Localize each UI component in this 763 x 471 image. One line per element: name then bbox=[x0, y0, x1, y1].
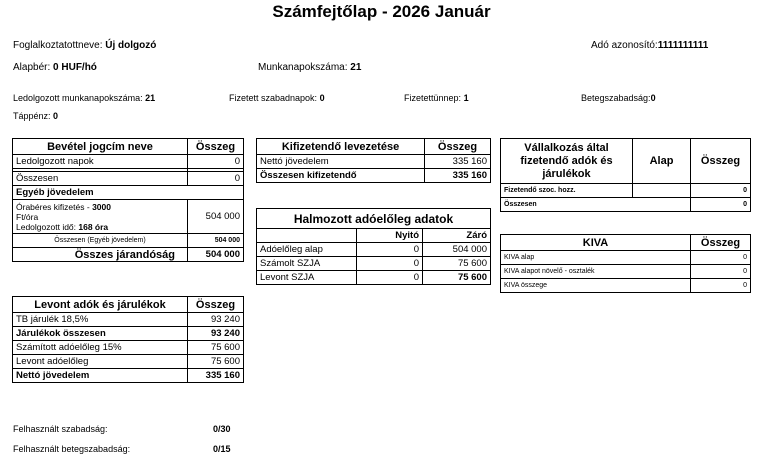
workdays-value: 21 bbox=[350, 62, 362, 73]
kiva-table bbox=[500, 234, 751, 293]
employer-total-value: 0 bbox=[691, 198, 751, 212]
table-row bbox=[257, 243, 491, 257]
sick-leave-line bbox=[581, 93, 656, 103]
employer-social-value: 0 bbox=[691, 184, 751, 198]
hourly-rate: 3000 bbox=[92, 201, 111, 212]
table-row bbox=[501, 265, 751, 279]
payout-net-label: Nettó jövedelem bbox=[257, 155, 425, 169]
employee-name-value: Új dolgozó bbox=[105, 40, 157, 51]
cumulative-tax-table bbox=[256, 208, 491, 285]
hourly-line2: Ft/óra bbox=[16, 211, 39, 222]
base-salary-line bbox=[13, 62, 97, 73]
table-row bbox=[257, 257, 491, 271]
table-row bbox=[13, 341, 244, 355]
income-hourly-amount: 504 000 bbox=[188, 200, 244, 234]
table-row bbox=[13, 369, 244, 383]
income-total-label: Összesen bbox=[13, 172, 188, 186]
employer-total-label: Összesen bbox=[501, 198, 691, 212]
payout-total-value: 335 160 bbox=[425, 169, 491, 183]
kiva-value: 0 bbox=[691, 279, 751, 293]
table-row bbox=[13, 172, 244, 186]
cumulative-label: Számolt SZJA bbox=[257, 257, 357, 271]
paid-leave-label: Fizetett szabadnapok: bbox=[229, 93, 318, 103]
table-row bbox=[501, 184, 751, 198]
table-row bbox=[13, 234, 244, 248]
sick-pay-value: 0 bbox=[53, 111, 59, 121]
cumulative-label: Levont SZJA bbox=[257, 271, 357, 285]
used-sick-value: 0/15 bbox=[213, 444, 231, 454]
cumulative-open: 0 bbox=[357, 243, 423, 257]
kiva-label: KIVA összege bbox=[501, 279, 691, 293]
payout-net-value: 335 160 bbox=[425, 155, 491, 169]
income-grand-total-label: Összes járandóság bbox=[13, 248, 188, 262]
hourly-line3-prefix: Ledolgozott idő: bbox=[16, 221, 79, 232]
employer-header: Vállalkozás által fizetendő adók és járulékok bbox=[501, 139, 633, 184]
table-row bbox=[13, 155, 244, 169]
cumulative-close: 75 600 bbox=[423, 257, 491, 271]
deductions-header-name: Levont adók és járulékok bbox=[13, 297, 188, 313]
holiday-value: 1 bbox=[463, 93, 469, 103]
income-hourly-desc bbox=[13, 200, 188, 234]
table-row bbox=[13, 327, 244, 341]
income-table bbox=[12, 138, 244, 262]
deduction-value: 75 600 bbox=[188, 355, 244, 369]
cumulative-col-open: Nyitó bbox=[357, 229, 423, 243]
payout-header-amount: Összeg bbox=[425, 139, 491, 155]
holiday-line bbox=[404, 93, 469, 103]
income-other-total-label: Összesen (Egyéb jövedelem) bbox=[13, 234, 188, 248]
used-leave-value: 0/30 bbox=[213, 424, 231, 434]
kiva-value: 0 bbox=[691, 251, 751, 265]
base-salary-value: 0 HUF/hó bbox=[53, 62, 97, 73]
cumulative-open: 0 bbox=[357, 257, 423, 271]
cumulative-col-close: Záró bbox=[423, 229, 491, 243]
table-row bbox=[501, 251, 751, 265]
kiva-col-amount: Összeg bbox=[691, 235, 751, 251]
income-header-name: Bevétel jogcím neve bbox=[13, 139, 188, 155]
employer-tax-table bbox=[500, 138, 751, 212]
cumulative-close: 75 600 bbox=[423, 271, 491, 285]
deduction-value: 75 600 bbox=[188, 341, 244, 355]
deductions-header-amount: Összeg bbox=[188, 297, 244, 313]
tax-id-line bbox=[591, 40, 708, 51]
cumulative-header: Halmozott adóelőleg adatok bbox=[257, 209, 491, 229]
deduction-value: 93 240 bbox=[188, 327, 244, 341]
deduction-label: TB járulék 18,5% bbox=[13, 313, 188, 327]
income-grand-total-value: 504 000 bbox=[188, 248, 244, 262]
payout-table bbox=[256, 138, 491, 183]
deductions-table bbox=[12, 296, 244, 383]
base-salary-label: Alapbér: bbox=[13, 62, 51, 73]
table-row bbox=[257, 169, 491, 183]
table-row bbox=[501, 279, 751, 293]
worked-days-label: Ledolgozott munkanapokszáma: bbox=[13, 93, 143, 103]
kiva-header: KIVA bbox=[501, 235, 691, 251]
payout-total-label: Összesen kifizetendő bbox=[257, 169, 425, 183]
cumulative-close: 504 000 bbox=[423, 243, 491, 257]
kiva-label: KIVA alap bbox=[501, 251, 691, 265]
workdays-line bbox=[258, 62, 361, 73]
holiday-label: Fizetettünnep: bbox=[404, 93, 462, 103]
income-total-value: 0 bbox=[188, 172, 244, 186]
income-header-amount: Összeg bbox=[188, 139, 244, 155]
deduction-value: 335 160 bbox=[188, 369, 244, 383]
sick-pay-label: Táppénz: bbox=[13, 111, 51, 121]
table-row bbox=[501, 198, 751, 212]
tax-id-value: 1111111111 bbox=[657, 40, 709, 51]
income-other-label: Egyéb jövedelem bbox=[13, 186, 244, 200]
page-title: Számfejtőlap - 2026 Január bbox=[272, 2, 491, 21]
table-row bbox=[13, 355, 244, 369]
worked-days-line bbox=[13, 93, 155, 103]
used-sick-label: Felhasznált betegszabadság: bbox=[13, 444, 131, 454]
workdays-label: Munkanapokszáma: bbox=[258, 62, 348, 73]
employer-col-amount: Összeg bbox=[691, 139, 751, 184]
paid-leave-value: 0 bbox=[319, 93, 325, 103]
used-leave-label: Felhasznált szabadság: bbox=[13, 424, 108, 434]
hourly-hours: 168 óra bbox=[78, 221, 109, 232]
employer-col-base: Alap bbox=[633, 139, 691, 184]
deduction-label: Számított adóelőleg 15% bbox=[13, 341, 188, 355]
employee-name-label: Foglalkoztatottneve: bbox=[13, 40, 103, 51]
cumulative-open: 0 bbox=[357, 271, 423, 285]
income-other-total-value: 504 000 bbox=[188, 234, 244, 248]
table-row bbox=[13, 248, 244, 262]
hourly-line1-prefix: Órabéres kifizetés - bbox=[16, 201, 93, 212]
income-worked-days-label: Ledolgozott napok bbox=[13, 155, 188, 169]
sick-leave-value: 0 bbox=[650, 93, 656, 103]
employer-social-label: Fizetendő szoc. hozz. bbox=[501, 184, 633, 198]
deduction-label: Nettó jövedelem bbox=[13, 369, 188, 383]
paid-leave-line bbox=[229, 93, 325, 103]
table-row bbox=[13, 186, 244, 200]
deduction-value: 93 240 bbox=[188, 313, 244, 327]
deduction-label: Levont adóelőleg bbox=[13, 355, 188, 369]
employee-name-line bbox=[13, 40, 156, 51]
sick-pay-line bbox=[13, 111, 58, 121]
table-row bbox=[257, 271, 491, 285]
table-row bbox=[13, 313, 244, 327]
income-worked-days-value: 0 bbox=[188, 155, 244, 169]
tax-id-label: Adó azonosító: bbox=[591, 40, 658, 51]
table-row bbox=[13, 200, 244, 234]
table-row bbox=[257, 155, 491, 169]
deduction-label: Járulékok összesen bbox=[13, 327, 188, 341]
sick-leave-label: Betegszabadság: bbox=[581, 93, 651, 103]
kiva-value: 0 bbox=[691, 265, 751, 279]
payout-header-name: Kifizetendő levezetése bbox=[257, 139, 425, 155]
kiva-label: KIVA alapot növelő - osztalék bbox=[501, 265, 691, 279]
cumulative-label: Adóelőleg alap bbox=[257, 243, 357, 257]
worked-days-value: 21 bbox=[145, 93, 156, 103]
